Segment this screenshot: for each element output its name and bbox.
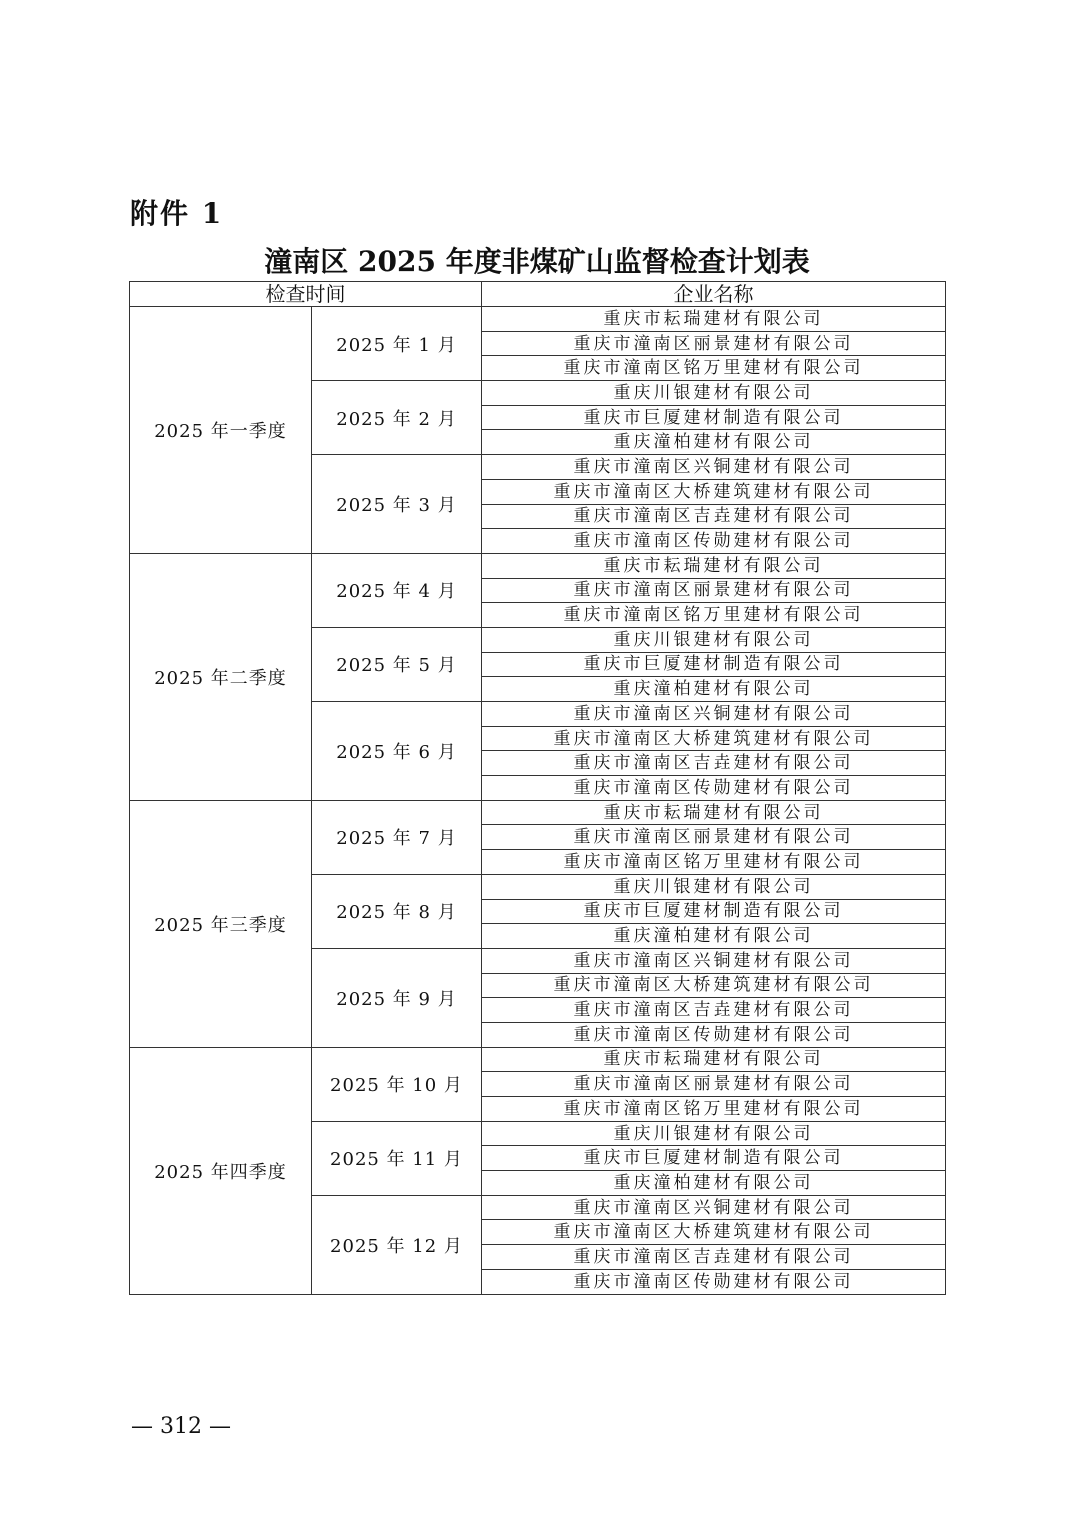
- company-cell: 重庆川银建材有限公司: [482, 381, 946, 406]
- table-row: [130, 553, 946, 578]
- column-header-company: 企业名称: [482, 282, 946, 307]
- company-cell: 重庆市潼南区传勋建材有限公司: [482, 776, 946, 801]
- table-header-row: [130, 282, 946, 307]
- month-cell: 2025 年 10 月: [312, 1047, 482, 1121]
- company-cell: 重庆川银建材有限公司: [482, 1121, 946, 1146]
- quarter-cell: 2025 年四季度: [130, 1047, 312, 1294]
- company-cell: 重庆市耘瑞建材有限公司: [482, 1047, 946, 1072]
- table-body: [130, 307, 946, 1295]
- quarter-cell: 2025 年一季度: [130, 307, 312, 554]
- quarter-cell: 2025 年二季度: [130, 553, 312, 800]
- company-cell: 重庆市潼南区大桥建筑建材有限公司: [482, 1220, 946, 1245]
- company-cell: 重庆市潼南区大桥建筑建材有限公司: [482, 726, 946, 751]
- company-cell: 重庆市潼南区传勋建材有限公司: [482, 1269, 946, 1294]
- company-cell: 重庆市潼南区大桥建筑建材有限公司: [482, 479, 946, 504]
- company-cell: 重庆潼柏建材有限公司: [482, 1171, 946, 1196]
- company-cell: 重庆潼柏建材有限公司: [482, 677, 946, 702]
- month-cell: 2025 年 2 月: [312, 381, 482, 455]
- company-cell: 重庆市潼南区兴铜建材有限公司: [482, 455, 946, 480]
- company-cell: 重庆市潼南区吉垚建材有限公司: [482, 751, 946, 776]
- company-cell: 重庆市耘瑞建材有限公司: [482, 800, 946, 825]
- month-cell: 2025 年 11 月: [312, 1121, 482, 1195]
- company-cell: 重庆市潼南区吉垚建材有限公司: [482, 998, 946, 1023]
- month-cell: 2025 年 8 月: [312, 874, 482, 948]
- month-cell: 2025 年 5 月: [312, 627, 482, 701]
- company-cell: 重庆市潼南区传勋建材有限公司: [482, 529, 946, 554]
- company-cell: 重庆市潼南区兴铜建材有限公司: [482, 1195, 946, 1220]
- page-number: — 312 —: [131, 1414, 231, 1439]
- inspection-plan-table: [129, 281, 946, 1295]
- table-row: [130, 307, 946, 332]
- company-cell: 重庆潼柏建材有限公司: [482, 430, 946, 455]
- company-cell: 重庆市巨厦建材制造有限公司: [482, 652, 946, 677]
- month-cell: 2025 年 3 月: [312, 455, 482, 554]
- company-cell: 重庆市潼南区吉垚建材有限公司: [482, 504, 946, 529]
- company-cell: 重庆市潼南区丽景建材有限公司: [482, 331, 946, 356]
- month-cell: 2025 年 9 月: [312, 948, 482, 1047]
- table-row: [130, 800, 946, 825]
- company-cell: 重庆市潼南区兴铜建材有限公司: [482, 702, 946, 727]
- month-cell: 2025 年 6 月: [312, 702, 482, 801]
- company-cell: 重庆市潼南区铭万里建材有限公司: [482, 603, 946, 628]
- month-cell: 2025 年 1 月: [312, 307, 482, 381]
- company-cell: 重庆市耘瑞建材有限公司: [482, 553, 946, 578]
- company-cell: 重庆市潼南区传勋建材有限公司: [482, 1022, 946, 1047]
- company-cell: 重庆市巨厦建材制造有限公司: [482, 1146, 946, 1171]
- month-cell: 2025 年 7 月: [312, 800, 482, 874]
- company-cell: 重庆市潼南区铭万里建材有限公司: [482, 356, 946, 381]
- company-cell: 重庆市潼南区丽景建材有限公司: [482, 578, 946, 603]
- company-cell: 重庆市潼南区丽景建材有限公司: [482, 825, 946, 850]
- month-cell: 2025 年 12 月: [312, 1195, 482, 1294]
- table-row: [130, 1047, 946, 1072]
- company-cell: 重庆市潼南区铭万里建材有限公司: [482, 850, 946, 875]
- company-cell: 重庆川银建材有限公司: [482, 627, 946, 652]
- company-cell: 重庆市耘瑞建材有限公司: [482, 307, 946, 332]
- company-cell: 重庆川银建材有限公司: [482, 874, 946, 899]
- quarter-cell: 2025 年三季度: [130, 800, 312, 1047]
- month-cell: 2025 年 4 月: [312, 553, 482, 627]
- attachment-label: 附件 1: [130, 197, 224, 230]
- company-cell: 重庆市潼南区大桥建筑建材有限公司: [482, 973, 946, 998]
- company-cell: 重庆市潼南区丽景建材有限公司: [482, 1072, 946, 1097]
- company-cell: 重庆市潼南区兴铜建材有限公司: [482, 948, 946, 973]
- company-cell: 重庆市潼南区铭万里建材有限公司: [482, 1097, 946, 1122]
- company-cell: 重庆市潼南区吉垚建材有限公司: [482, 1245, 946, 1270]
- company-cell: 重庆市巨厦建材制造有限公司: [482, 899, 946, 924]
- document-title: 潼南区 2025 年度非煤矿山监督检查计划表: [264, 245, 810, 278]
- column-header-time: 检查时间: [130, 282, 482, 307]
- company-cell: 重庆潼柏建材有限公司: [482, 924, 946, 949]
- company-cell: 重庆市巨厦建材制造有限公司: [482, 405, 946, 430]
